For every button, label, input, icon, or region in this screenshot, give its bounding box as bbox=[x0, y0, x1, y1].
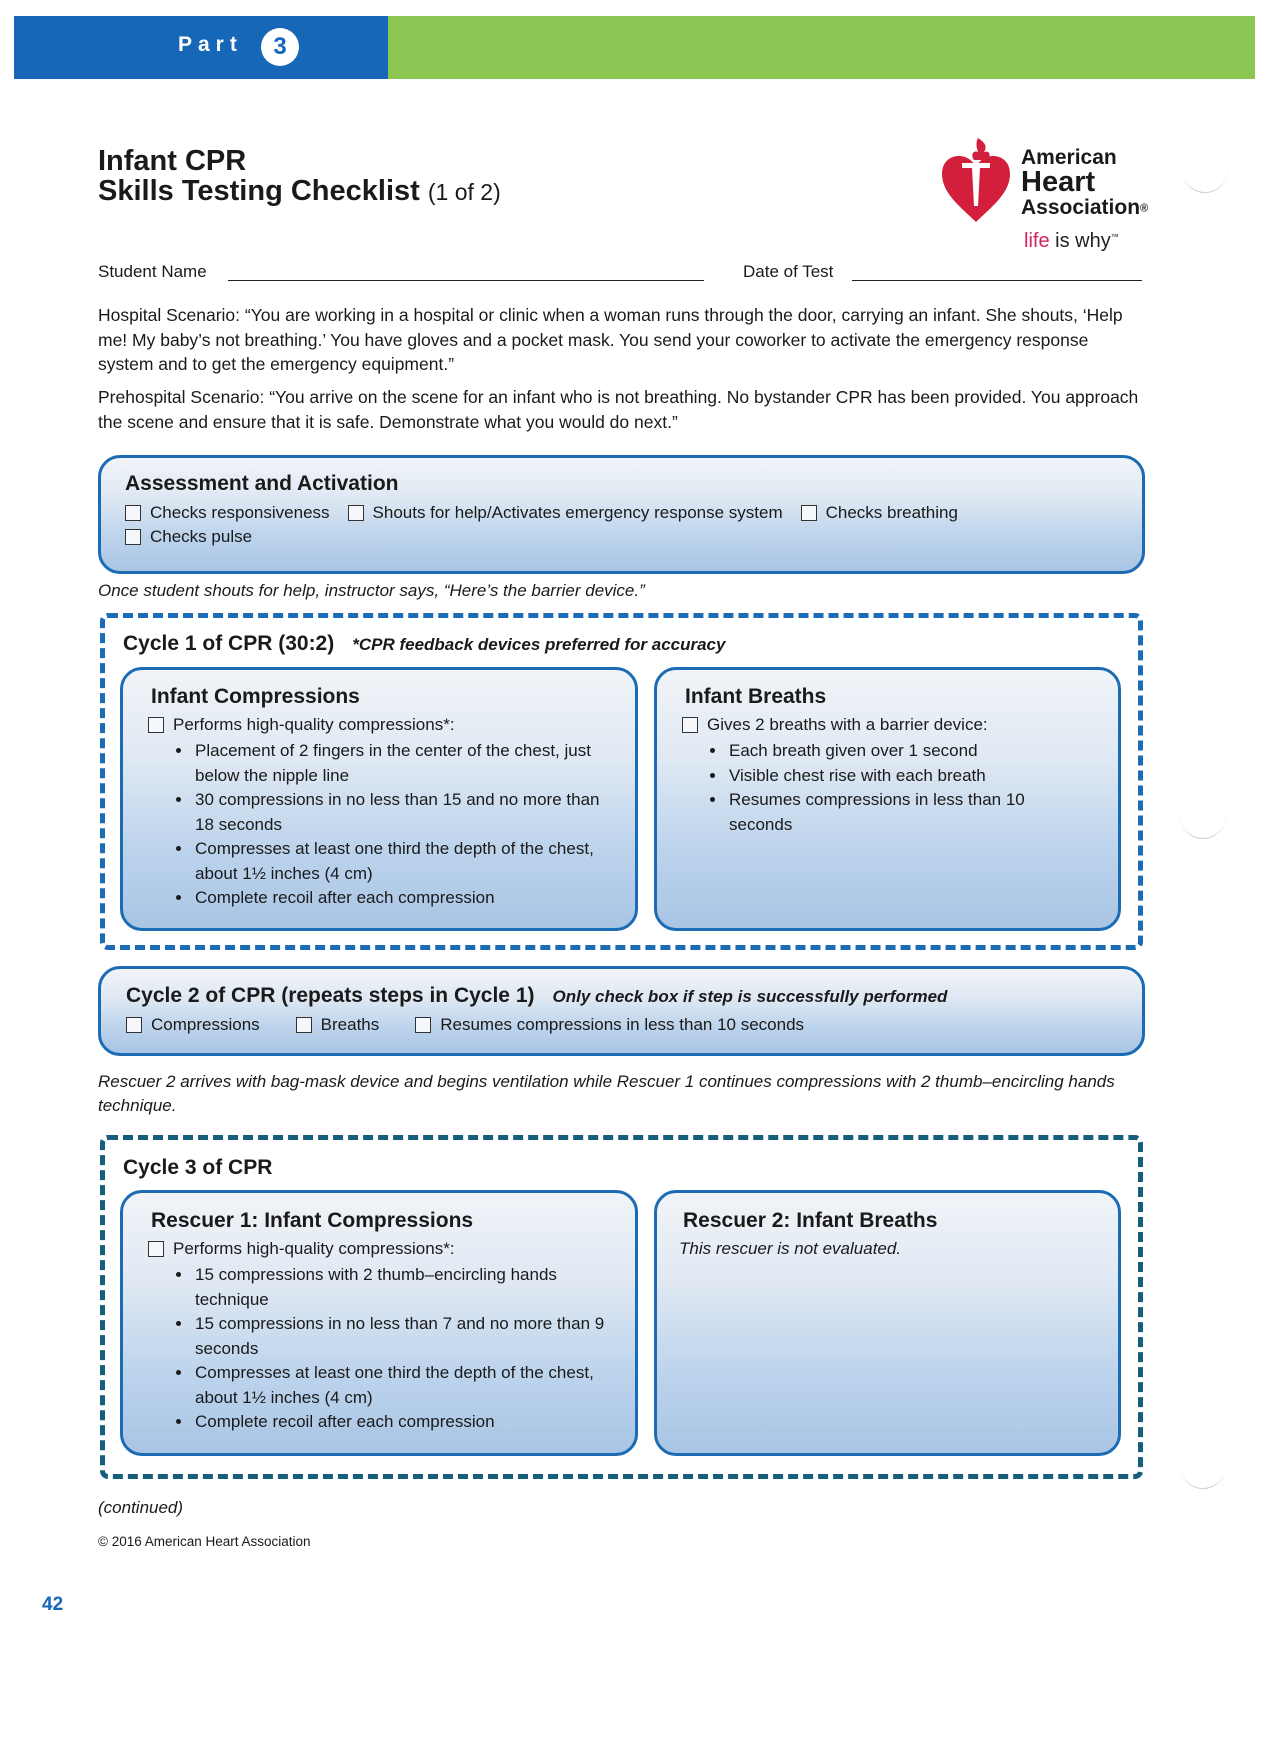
rescuer1-criteria-list: • 15 compressions with 2 thumb–encircling hands technique • 15 compressions in no less than 7 and no more than 9 seconds • Compresses at least one third the depth of the chest, about 1½ inches (4 cm) • Complete recoil after each compression bbox=[151, 1263, 613, 1435]
hole-punch-mark bbox=[1182, 146, 1228, 193]
infant-compressions-title: Infant Compressions bbox=[151, 685, 360, 708]
instructor-note-rescuer2: Rescuer 2 arrives with bag-mask device and begins ventilation while Rescuer 1 continues compressions with 2 thumb–encircling hands technique. bbox=[98, 1072, 1115, 1115]
rescuer2-title: Rescuer 2: Infant Breaths bbox=[683, 1209, 938, 1232]
checkbox[interactable] bbox=[125, 529, 141, 545]
logo-text-american: American bbox=[1021, 146, 1117, 169]
page-number: 42 bbox=[42, 1594, 64, 1615]
checkbox[interactable] bbox=[415, 1017, 431, 1033]
breaths-criteria-list: • Each breath given over 1 second • Visible chest rise with each breath • Resumes compressions in less than 10 seconds bbox=[685, 739, 1057, 837]
student-name-field[interactable] bbox=[228, 280, 704, 281]
compressions-criteria-list: • Placement of 2 fingers in the center of the chest, just below the nipple line • 30 compressions in no less than 15 and no more than 18 seconds • Compresses at least one third the depth of the chest, about 1½ inches (4 cm) • Complete recoil after each compression bbox=[151, 739, 613, 911]
cycle3-title: Cycle 3 of CPR bbox=[123, 1156, 273, 1179]
date-of-test-field[interactable] bbox=[852, 280, 1142, 281]
checkbox[interactable] bbox=[125, 505, 141, 521]
checklist-item-checks-breathing[interactable]: Checks breathing bbox=[801, 503, 958, 523]
page-title-text: Skills Testing Checklist bbox=[98, 175, 420, 207]
logo-text-heart: Heart bbox=[1021, 166, 1096, 198]
checkbox[interactable] bbox=[801, 505, 817, 521]
checklist-item-gives-2-breaths[interactable]: Gives 2 breaths with a barrier device: bbox=[682, 715, 1118, 735]
checklist-item-shouts-for-help[interactable]: Shouts for help/Activates emergency response system bbox=[348, 503, 783, 523]
checklist-item-cycle2-resumes[interactable]: Resumes compressions in less than 10 seconds bbox=[415, 1015, 804, 1035]
part-label: Part bbox=[178, 33, 243, 56]
checklist-item-rescuer1-high-quality-compressions[interactable]: Performs high-quality compressions*: bbox=[148, 1239, 635, 1259]
logo-text-association: Association® bbox=[1021, 196, 1149, 219]
cycle1-note: *CPR feedback devices preferred for accuracy bbox=[352, 635, 726, 654]
checklist-item-checks-responsiveness[interactable]: Checks responsiveness bbox=[125, 503, 330, 523]
rescuer1-compressions-box bbox=[120, 1190, 638, 1456]
hole-punch-mark bbox=[1180, 792, 1226, 839]
cycle1-title: Cycle 1 of CPR (30:2) bbox=[123, 632, 335, 655]
tagline: life is why™ bbox=[1024, 230, 1119, 252]
cycle2-note: Only check box if step is successfully performed bbox=[552, 987, 948, 1006]
student-name-label: Student Name bbox=[98, 262, 207, 281]
page-indicator: (1 of 2) bbox=[427, 179, 501, 205]
assessment-activation-box bbox=[98, 455, 1145, 574]
checklist-item-cycle2-breaths[interactable]: Breaths bbox=[296, 1015, 380, 1035]
infant-breaths-title: Infant Breaths bbox=[685, 685, 827, 708]
continued-note: (continued) bbox=[98, 1498, 184, 1517]
rescuer2-note: This rescuer is not evaluated. bbox=[679, 1239, 902, 1258]
checklist-item-high-quality-compressions[interactable]: Performs high-quality compressions*: bbox=[148, 715, 635, 735]
checkbox[interactable] bbox=[148, 717, 164, 733]
instructor-note-barrier-device: Once student shouts for help, instructor says, “Here’s the barrier device.” bbox=[98, 581, 645, 600]
prehospital-scenario: Prehospital Scenario: “You arrive on the scene for an infant who is not breathing. No bystander CPR has been provided. You approach the scene and ensure that it is safe. Demonstrate what you would do next.” bbox=[98, 387, 1139, 432]
part-number-badge: 3 bbox=[261, 28, 299, 66]
date-of-test-label: Date of Test bbox=[743, 262, 834, 281]
cycle1-header bbox=[123, 632, 725, 656]
assessment-title: Assessment and Activation bbox=[125, 472, 399, 495]
checkbox[interactable] bbox=[682, 717, 698, 733]
infant-compressions-box bbox=[120, 667, 638, 931]
part-banner-green bbox=[388, 16, 1255, 79]
checkbox[interactable] bbox=[126, 1017, 142, 1033]
copyright: © 2016 American Heart Association bbox=[98, 1534, 311, 1549]
checkbox[interactable] bbox=[348, 505, 364, 521]
rescuer1-title: Rescuer 1: Infant Compressions bbox=[151, 1209, 474, 1232]
page-title-line2 bbox=[98, 175, 501, 208]
checkbox[interactable] bbox=[148, 1241, 164, 1257]
infant-breaths-box bbox=[654, 667, 1121, 931]
cycle2-title: Cycle 2 of CPR (repeats steps in Cycle 1) bbox=[126, 984, 535, 1007]
registered-mark: ® bbox=[1140, 202, 1149, 215]
aha-heart-torch-icon bbox=[940, 134, 1012, 224]
hospital-scenario: Hospital Scenario: “You are working in a hospital or clinic when a woman runs through the door, carrying an infant. She shouts, ‘Help me! My baby’s not breathing.’ You have gloves and a pocket mask. You send your coworker to activate the emergency response system and to get the emergency equipment.” bbox=[98, 305, 1123, 374]
checkbox[interactable] bbox=[296, 1017, 312, 1033]
checklist-item-checks-pulse[interactable]: Checks pulse bbox=[125, 527, 252, 547]
hole-punch-mark bbox=[1180, 1442, 1226, 1489]
rescuer2-breaths-box bbox=[654, 1190, 1121, 1456]
page-title-line1: Infant CPR bbox=[98, 145, 247, 177]
checklist-item-cycle2-compressions[interactable]: Compressions bbox=[126, 1015, 260, 1035]
cycle2-box bbox=[98, 966, 1145, 1056]
